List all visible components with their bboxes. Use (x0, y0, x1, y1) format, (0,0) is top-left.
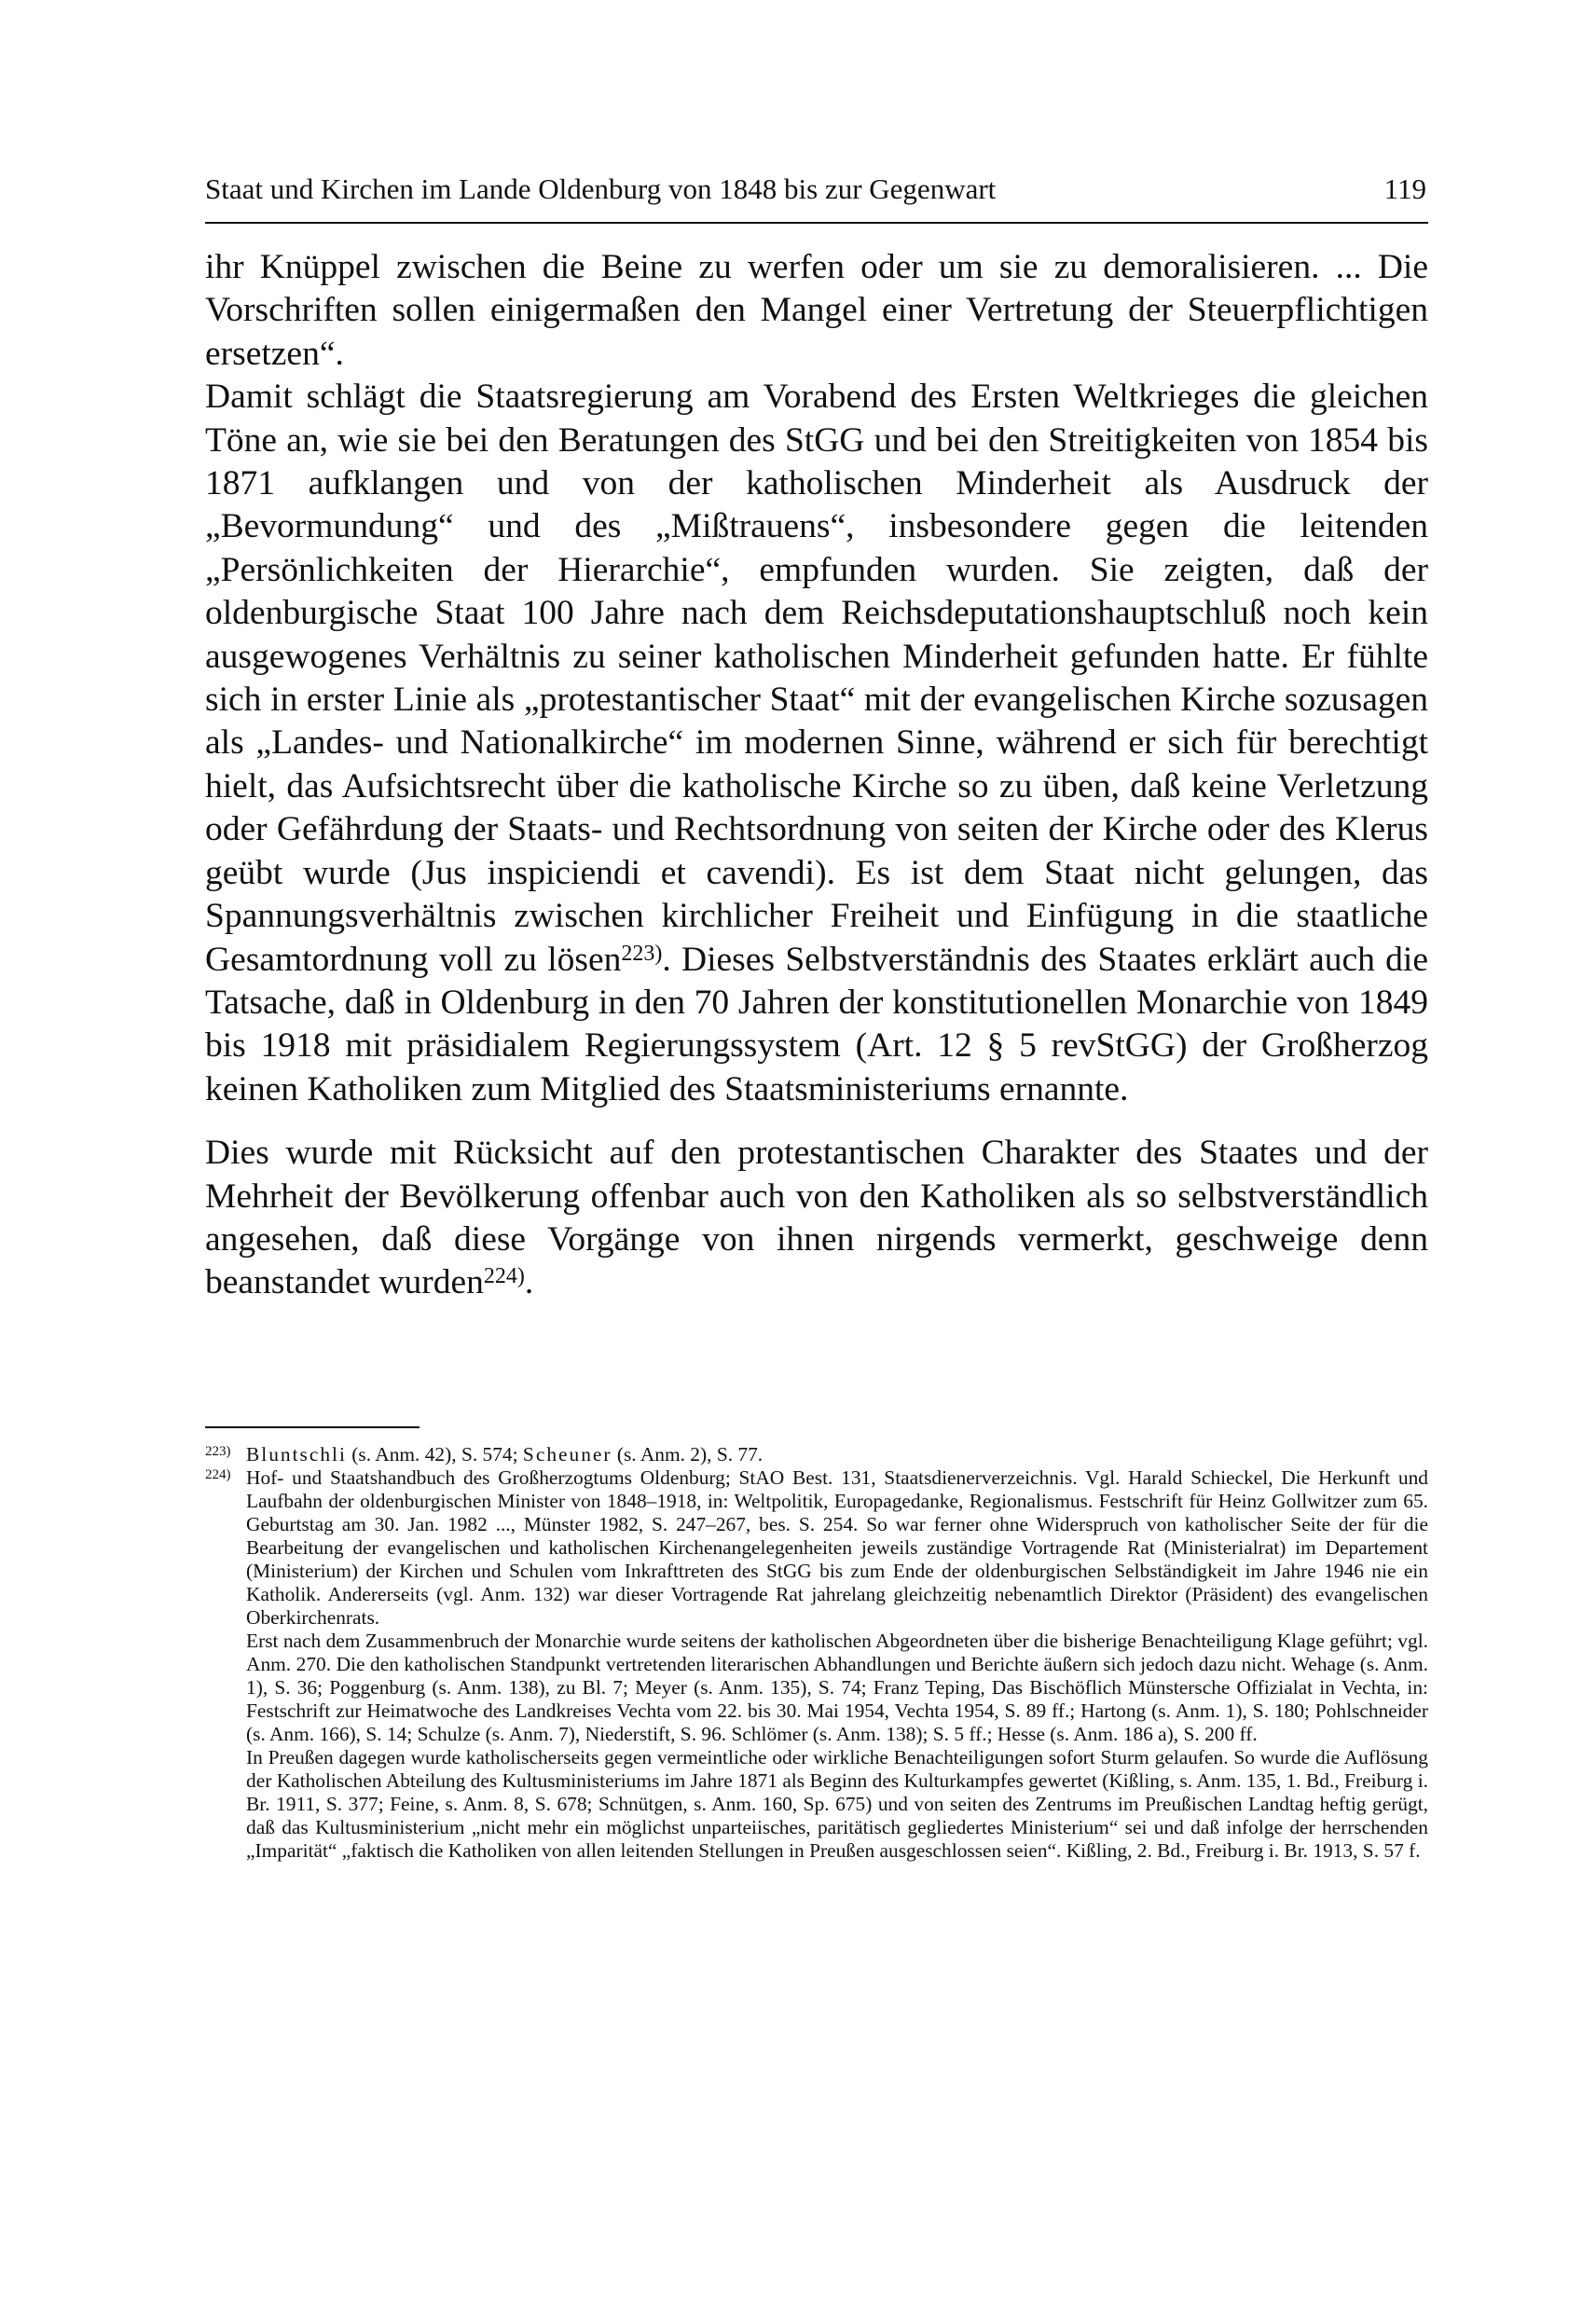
footnote-224-para-2: Erst nach dem Zusammenbruch der Monarchie wurde seitens der katholischen Abgeordneten über die bisherige Benachteiligung Klage geführt; vgl. Anm. 270. Die den katholischen Standpunkt vertretenden literarischen Abhandlungen und Berichte äußern sich jedoch dazu nicht. Wehage (s. Anm. 1), S. 36; Poggenburg (s. Anm. 138), zu Bl. 7; Meyer (s. Anm. 135), S. 74; Franz Teping, Das Bischöflich Münstersche Offizialat in Vechta, in: Festschrift zur Heimatwoche des Landkreises Vechta vom 22. bis 30. Mai 1954, Vechta 1954, S. 89 ff.; Hartong (s. Anm. 1), S. 180; Pohlschneider (s. Anm. 166), S. 14; Schulze (s. Anm. 7), Niederstift, S. 96. Schlömer (s. Anm. 138); S. 5 ff.; Hesse (s. Anm. 186 a), S. 200 ff. (246, 1630, 1428, 1745)
page-number: 119 (1383, 172, 1426, 205)
footnote-223-text-b: (s. Anm. 2), S. 77. (612, 1443, 764, 1466)
running-head-title: Staat und Kirchen im Lande Oldenburg von 1848 bis zur Gegenwart (205, 172, 997, 205)
footnotes (205, 1443, 1428, 1863)
paragraph-3-text-a: Dies wurde mit Rücksicht auf den protestantischen Charakter des Staates und der Mehrheit der Bevölkerung offenbar auch von den Katholiken als so selbstverständlich angesehen, daß diese Vorgänge von ihnen nirgends vermerkt, geschweige denn beanstandet wurden (205, 1134, 1428, 1302)
header-rule (205, 222, 1428, 224)
footnote-number-223: 223) (205, 1444, 231, 1459)
footnote-rule (205, 1426, 420, 1428)
main-text (205, 246, 1428, 1305)
footnote-224-para-3: In Preußen dagegen wurde katholischerseits gegen vermeintliche oder wirkliche Benachteiligungen sofort Sturm gelaufen. So wurde die Auflösung der Katholischen Abteilung des Kultusministeriums im Jahre 1871 als Beginn des Kulturkampfes gewertet (Kißling, s. Anm. 135, 1. Bd., Freiburg i. Br. 1911, S. 377; Feine, s. Anm. 8, S. 678; Schnütgen, s. Anm. 160, Sp. 675) und von seiten des Zentrums im Preußischen Landtag heftig gerügt, daß das Kultusministerium „nicht mehr ein möglichst unparteiisches, paritätisch gegliedertes Ministerium“ sei und daß infolge der herrschenden „Imparität“ „faktisch die Katholiken von allen leitenden Stellungen in Preußen ausgeschlossen seien“. Kißling, 2. Bd., Freiburg i. Br. 1913, S. 57 f. (246, 1746, 1428, 1862)
running-head (205, 171, 1426, 208)
paragraph-2-text-b: . Dieses Selbstverständnis des Staates erklärt auch die Tatsache, daß in Oldenburg in den 70 Jahren der konstitutionellen Monarchie von 1849 bis 1918 mit präsidialem Regierungssystem (Art. 12 § 5 revStGG) der Großherzog keinen Katholiken zum Mitglied des Staatsministeriums ernannte. (205, 940, 1428, 1108)
footnote-223-author-2: Scheuner (522, 1443, 612, 1466)
footnote-223 (205, 1443, 1428, 1466)
footnote-number-224: 224) (205, 1467, 231, 1482)
paragraph-1: ihr Knüppel zwischen die Beine zu werfen oder um sie zu demoralisieren. ... Die Vorschriften sollen einigermaßen den Mangel einer Vertretung der Steuerpflichtigen ersetzen“. (205, 248, 1428, 373)
footnote-223-text-a: (s. Anm. 42), S. 574; (346, 1443, 523, 1466)
paragraph-3-text-b: . (524, 1263, 534, 1302)
footnote-ref-224[interactable]: 224) (483, 1264, 525, 1289)
paragraph-2-text-a: Damit schlägt die Staatsregierung am Vorabend des Ersten Weltkrieges die gleichen Töne an, wie sie bei den Beratungen des StGG und bei den Streitigkeiten von 1854 bis 1871 aufklangen und von der katholischen Minderheit als Ausdruck der „Bevormundung“ und des „Mißtrauens“, insbesondere gegen die leitenden „Persönlichkeiten der Hierarchie“, empfunden wurden. Sie zeigten, daß der oldenburgische Staat 100 Jahre nach dem Reichsdeputationshauptschluß noch kein ausgewogenes Verhältnis zu seiner katholischen Minderheit gefunden hatte. Er fühlte sich in erster Linie als „protestantischer Staat“ mit der evangelischen Kirche sozusagen als „Landes- und Nationalkirche“ im modernen Sinne, während er sich für berechtigt hielt, das Aufsichtsrecht über die katholische Kirche so zu üben, daß keine Verletzung oder Gefährdung der Staats- und Rechtsordnung von seiten der Kirche oder des Klerus geübt wurde (Jus inspiciendi et cavendi). Es ist dem Staat nicht gelungen, das Spannungsverhältnis zwischen kirchlicher Freiheit und Einfügung in die staatliche Gesamtordnung voll zu lösen (205, 378, 1428, 979)
footnote-224-para-1 (205, 1466, 1428, 1630)
footnote-ref-223[interactable]: 223) (621, 941, 663, 966)
paragraph-2 (205, 376, 1428, 1111)
footnote-224-text-1: Hof- und Staatshandbuch des Großherzogtums Oldenburg; StAO Best. 131, Staatsdienerverzeichnis. Vgl. Harald Schieckel, Die Herkunft und Laufbahn der oldenburgischen Minister von 1848–1918, in: Weltpolitik, Europagedanke, Regionalismus. Festschrift für Heinz Gollwitzer zum 65. Geburtstag am 30. Jan. 1982 ..., Münster 1982, S. 247–267, bes. S. 254. So war ferner ohne Widerspruch von katholischer Seite der für die Bearbeitung der evangelischen und katholischen Kirchenangelegenheiten jeweils zuständige Vortragende Rat (Ministerialrat) im Departement (Ministerium) der Kirchen und Schulen vom Inkrafttreten des StGG bis zum Ende der oldenburgischen Selbständigkeit im Jahre 1946 nie ein Katholik. Andererseits (vgl. Anm. 132) war dieser Vortragende Rat jahrelang gleichzeitig nebenamtlich Direktor (Präsident) des evangelischen Oberkirchenrats. (246, 1466, 1428, 1629)
footnote-223-author-1: Bluntschli (246, 1443, 347, 1466)
paragraph-3 (205, 1132, 1428, 1305)
